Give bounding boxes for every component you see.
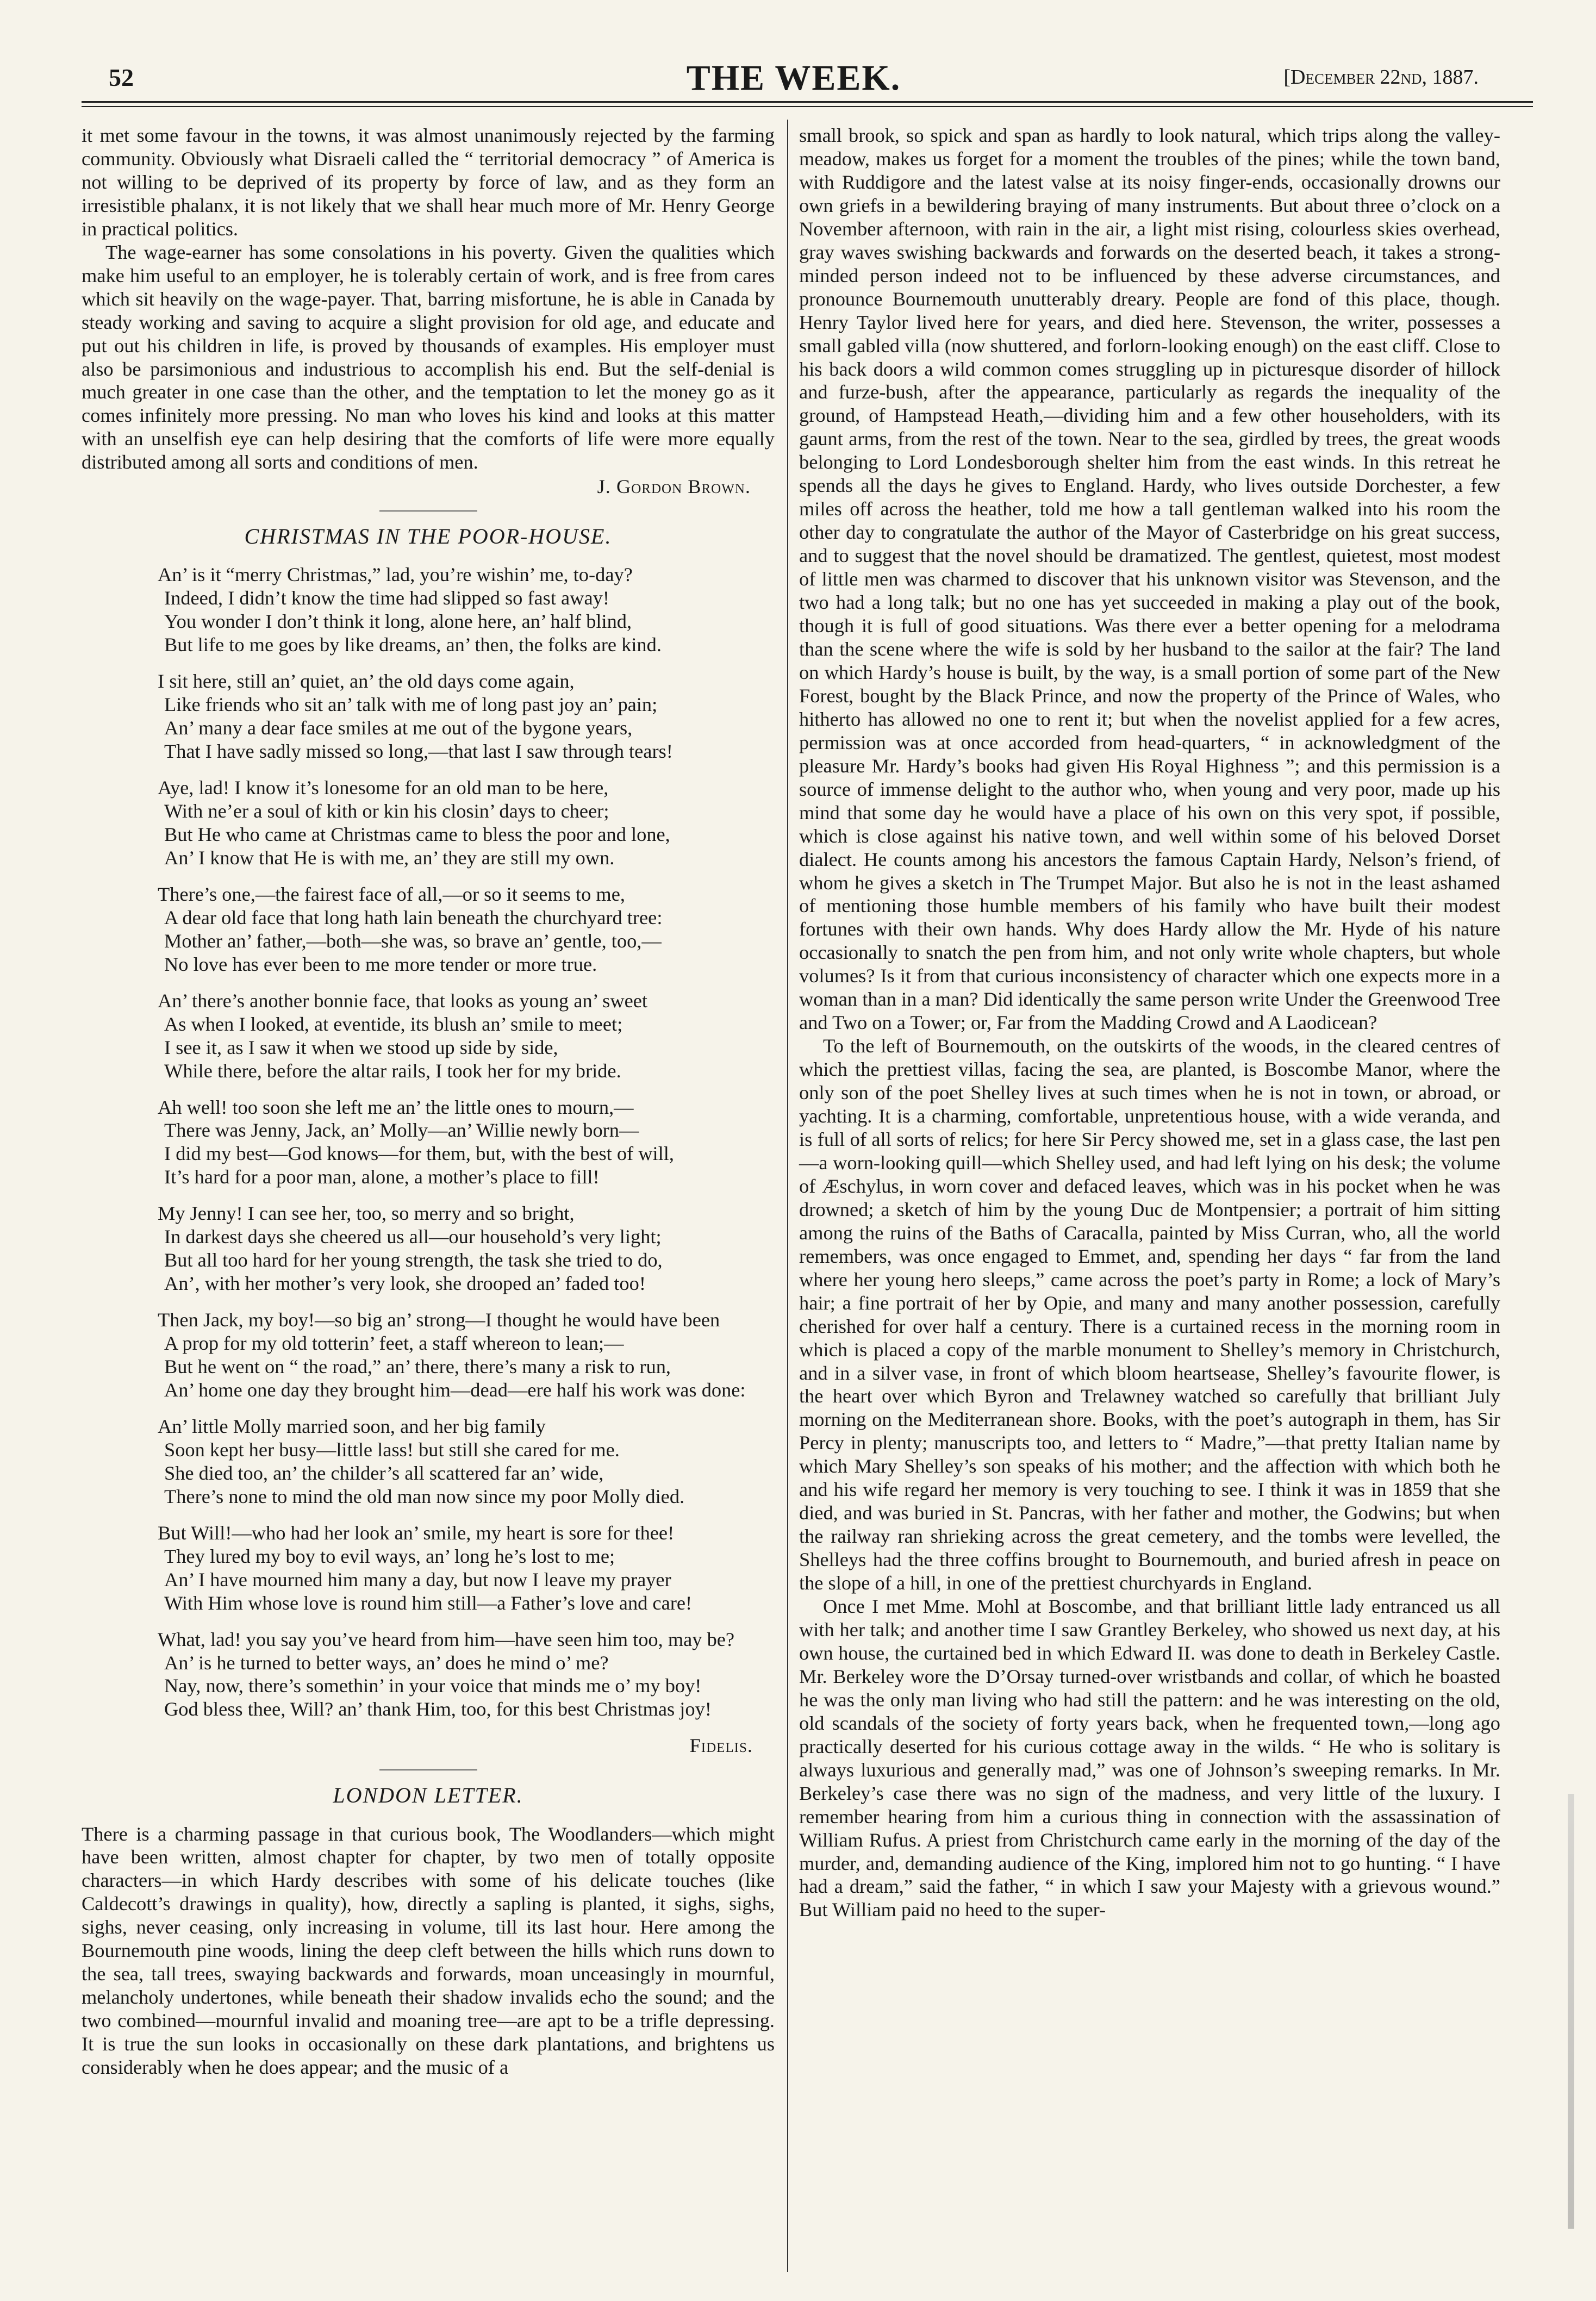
poem-title: CHRISTMAS IN THE POOR-HOUSE. (244, 524, 612, 549)
poem-line: Ah well! too soon she left me an’ the little ones to mourn,— (158, 1096, 634, 1118)
poem-line: An’ is it “merry Christmas,” lad, you’re wishin’ me, to-day? (158, 564, 633, 586)
poem-line: I sit here, still an’ quiet, an’ the old days come again, (158, 670, 575, 693)
poem-stanza (158, 1096, 764, 1189)
poem-stanza (158, 989, 764, 1083)
poem-line: Indeed, I didn’t know the time had slipped so fast away! (164, 587, 609, 609)
header-rule (82, 101, 1533, 107)
poem-line: Aye, lad! I know it’s lonesome for an old man to be here, (158, 777, 609, 799)
poem-line: My Jenny! I can see her, too, so merry and so bright, (158, 1202, 575, 1225)
poem-stanza (158, 883, 764, 976)
poem-line: There’s none to mind the old man now since my poor Molly died. (164, 1485, 685, 1507)
poem-signature: Fidelis. (689, 1735, 753, 1757)
poem-line: An’, with her mother’s very look, she drooped an’ faded too! (164, 1273, 646, 1295)
poem-line: Then Jack, my boy!—so big an’ strong—I thought he would have been (158, 1309, 720, 1331)
poem-stanza (158, 1202, 764, 1295)
poem-line: I see it, as I saw it when we stood up side by side, (164, 1036, 558, 1058)
page-number: 52 (109, 64, 134, 91)
issue-date: [December 22nd, 1887. (1283, 66, 1479, 89)
letter-title: LONDON LETTER. (333, 1783, 523, 1808)
section-separator (379, 510, 477, 512)
letter-paragraph-3: Once I met Mme. Mohl at Boscombe, and that brilliant little lady entranced us all with her talk; and another time I saw Grantley Berkeley, who showed us next day, at his own house, the curtained bed in which Edward II. was done to death in Berkeley Castle. Mr. Berkeley wore the D’Orsay turned-over wristbands and collar, of which he boasted he was the only man living who had still the pattern: and he was interesting on the old, old scandals of the society of forty years back, when he frequented town,—long ago practically deserted for his curious cottage away in the wilds. “ He who is solitary is always luxurious and generally mad,” was one of Johnson’s sweeping remarks. In Mr. Berkeley’s case there was no sign of the madness, and very little of the luxury. I remember hearing from him a curious thing in connection with the assassination of William Rufus. A priest from Christchurch came early in the morning of the day of the murder, and, demanding audience of the King, implored him not to go hunting. “ I have had a dream,” said the father, “ in which I saw your Majesty with a grievous wound.” But William paid no heed to the super- (799, 1595, 1500, 1921)
poem-line: In darkest days she cheered us all—our household’s very light; (164, 1226, 662, 1248)
section-separator (379, 1769, 477, 1770)
poem-line: With ne’er a soul of kith or kin his closin’ days to cheer; (164, 800, 609, 822)
poem-line: They lured my boy to evil ways, an’ long he’s lost to me; (164, 1545, 615, 1567)
poem-line: A prop for my old totterin’ feet, a staff whereon to lean;— (164, 1332, 624, 1355)
poem-line: No love has ever been to me more tender or more true. (164, 953, 597, 975)
poem-line: Nay, now, there’s somethin’ in your voice that minds me o’ my boy! (164, 1675, 702, 1697)
left-column (82, 124, 775, 2079)
intro-paragraph-2: The wage-earner has some consolations in his poverty. Given the qualities which make him useful to an employer, he is tolerably certain of work, and is free from cares which sit heavily on the wage-payer. That, barring misfortune, he is able in Canada by steady working and saving to acquire a slight provision for old age, and educate and put out his children in life, is proved by thousands of examples. His employer must also be parsimonious and industrious to accomplish his end. But the self-denial is much greater in one case than the other, and the temptation to let the money go as it comes infinitely more pressing. No man who loves his kind and looks at this matter with an unselfish eye can help desiring that the comforts of life were more equally distributed among all sorts and conditions of men. (82, 241, 775, 473)
poem-stanza (158, 1521, 764, 1615)
letter-opening-paragraph: There is a charming passage in that curious book, The Woodlanders—which might have been written, almost chapter for chapter, by two men of totally opposite characters—in which Hardy describes with some of his delicate touches (like Caldecott’s drawings in quality), how, directly a sapling is planted, it sighs, sighs, sighs, never ceasing, only increasing in volume, till its last hour. Here among the Bournemouth pine woods, lining the deep cleft between the hills which runs down to the sea, tall trees, swaying backwards and forwards, moan unceasingly in mournful, melancholy undertones, while beneath their shadow invalids echo the sound; and the two combined—mournful invalid and moaning tree—are apt to be a trifle depressing. It is true the sun looks in occasionally on these dark plantations, and brightens us considerably when he does appear; and the music of a (82, 1823, 775, 2079)
poem-line: An’ I know that He is with me, an’ they are still my own. (164, 846, 615, 869)
poem-line: God bless thee, Will? an’ thank Him, too, for this best Christmas joy! (164, 1698, 712, 1720)
poem-line: I did my best—God knows—for them, but, with the best of will, (164, 1143, 674, 1165)
poem-line: Soon kept her busy—little lass! but still she cared for me. (164, 1438, 620, 1461)
poem-line: There was Jenny, Jack, an’ Molly—an’ Willie newly born— (164, 1119, 639, 1142)
poem-line: An’ home one day they brought him—dead—ere half his work was done: (164, 1379, 746, 1401)
poem-line: But he went on “ the road,” an’ there, there’s many a risk to run, (164, 1356, 671, 1378)
poem-line: A dear old face that long hath lain beneath the churchyard tree: (164, 906, 663, 928)
poem (158, 563, 764, 1721)
poem-line: But He who came at Christmas came to bless the poor and lone, (164, 823, 670, 845)
column-divider (787, 120, 788, 2272)
poem-stanza (158, 1308, 764, 1402)
page-header (109, 58, 1479, 107)
poem-stanza (158, 1415, 764, 1508)
poem-line: Like friends who sit an’ talk with me of long past joy an’ pain; (164, 694, 658, 716)
poem-line: An’ is he turned to better ways, an’ does he mind o’ me? (164, 1651, 609, 1674)
poem-line: An’ I have mourned him many a day, but now I leave my prayer (164, 1568, 671, 1591)
poem-line: She died too, an’ the childer’s all scattered far an’ wide, (164, 1462, 604, 1484)
poem-line: While there, before the altar rails, I took her for my bride. (164, 1059, 621, 1082)
poem-line: With Him whose love is round him still—a Father’s love and care! (164, 1592, 693, 1614)
poem-stanza (158, 1628, 764, 1722)
poem-line: What, lad! you say you’ve heard from him—have seen him too, may be? (158, 1628, 735, 1650)
poem-line: It’s hard for a poor man, alone, a mother’s place to fill! (164, 1166, 600, 1188)
poem-line: But all too hard for her young strength, the task she tried to do, (164, 1249, 663, 1271)
poem-line: There’s one,—the fairest face of all,—or so it seems to me, (158, 883, 625, 905)
intro-byline: J. Gordon Brown. (597, 476, 751, 498)
poem-stanza (158, 776, 764, 870)
poem-line: An’ many a dear face smiles at me out of the bygone years, (164, 717, 633, 739)
poem-line: An’ little Molly married soon, and her big family (158, 1415, 546, 1437)
letter-paragraph-2: To the left of Bournemouth, on the outskirts of the woods, in the cleared centres of which the prettiest villas, facing the sea, are planted, is Boscombe Manor, where the only son of the poet Shelley lives at such times when he is not in town, or abroad, or yachting. It is a charming, comfortable, unpretentious house, with a wide veranda, and is full of all sorts of relics; for here Sir Percy showed me, set in a glass case, the last pen—a worn-looking quill—which Shelley used, and had left lying on his desk; the volume of Æschylus, in worn cover and defaced leaves, which was in his pocket when he was drowned; a sketch of him by the young Duc de Montpensier; a portrait of him sitting among the ruins of the Baths of Caracalla, painted by Miss Curran, who, all the world remembers, was once engaged to Emmet, and, spending her days “ far from the land where her young hero sleeps,” came across the poet’s party in Rome; a lock of Mary’s hair; a fine portrait of her by Opie, and many and many another possession, carefully cherished for over half a century. There is a curtained recess in the morning room in which is placed a copy of the marble monument to Shelley’s memory in Christchurch, and in a silver vase, in front of which bloom heartsease, Shelley’s favourite flower, is the heart over which Byron and Trelawney watched so carefully that brilliant July morning on the Mediterranean shore. Books, with the poet’s autograph in them, has Sir Percy in plenty; manuscripts too, and letters to “ Madre,”—that pretty Italian name by which Mary Shelley’s son speaks of his mother; and the affection with which both he and his wife regard her memory is very touching to see. I think it was in 1859 that she died, and was buried in St. Pancras, with her father and mother, the Godwins; but when the railway ran shrieking across the great cemetery, and the tombs were levelled, the Shelleys had the three coffins brought to Bournemouth, and buried afresh in peace on the slope of a hill, in one of the prettiest churchyards in England. (799, 1035, 1500, 1594)
poem-line: You wonder I don’t think it long, alone here, an’ half blind, (164, 610, 632, 633)
letter-paragraph-1: small brook, so spick and span as hardly to look natural, which trips along the valley-meadow, makes us forget for a moment the troubles of the pines; while the town band, with Ruddigore and the latest valse at its noisy finger-ends, occasionally drowns our own griefs in a bewildering braying of many instruments. But about three o’clock on a November afternoon, with rain in the air, a light mist rising, colourless skies overhead, gray waves swishing backwards and forwards on the deserted beach, it takes a strong-minded person indeed not to be influenced by these adverse circumstances, and pronounce Bournemouth unutterably dreary. People are fond of this place, though. Henry Taylor lived here for years, and died here. Stevenson, the writer, possesses a small gabled villa (now shuttered, and forlorn-looking enough) on the east cliff. Close to his back doors a wild common comes struggling up in picturesque disorder of hillock and furze-bush, after the appearance, particularly as regards the inequality of the ground, of Hampstead Heath,—dividing him and a few other householders, with its gaunt arms, from the rest of the town. Near to the sea, girdled by trees, the great woods belonging to Lord Londesborough shelter him from the east winds. In this retreat he spends all the days he gives to England. Hardy, who lives outside Dorchester, a few miles off across the heather, told me how a tall gentleman walked into his room the other day to congratulate the author of the Mayor of Casterbridge on his great success, and to suggest that the novel should be dramatized. The gentlest, quietest, most modest of little men was charmed to discover that his unknown visitor was Stevenson, and the two had a long talk; but no one has yet succeeded in making a play out of the book, though it is full of good situations. Was there ever a better opening for a melodrama than the scene where the wife is sold by her husband to the sailor at the fair? The land on which Hardy’s house is built, by the way, is a small portion of some part of the New Forest, bought by the Black Prince, and now the property of the Prince of Wales, who hitherto has allowed no one to rent it; but when the novelist applied for a few acres, permission was at once accorded from head-quarters, “ in acknowledgment of the pleasure Mr. Hardy’s books had given His Royal Highness ”; and this permission is a source of immense delight to the author who, when young and very poor, made up his mind that some day he would have a place of his own on this very spot, if possible, which is close against his native town, and well within some of his beloved Dorset dialect. He counts among his ancestors the famous Captain Hardy, Nelson’s friend, of whom he gives a sketch in The Trumpet Major. But also he is not in the least ashamed of mentioning those humble members of his family who have built their modest fortunes with their own hands. Why does Hardy allow the Mr. Hyde of his nature occasionally to snatch the pen from him, and not only write whole chapters, but whole volumes? Is it from that curious inconsistency of character which one expects more in a woman than in a man? Did identically the same person write Under the Greenwood Tree and Two on a Tower; or, Far from the Madding Crowd and A Laodicean? (799, 124, 1500, 1034)
right-column (799, 124, 1500, 1922)
page-edge-shadow (1568, 1794, 1574, 2229)
poem-line: But life to me goes by like dreams, an’ then, the folks are kind. (164, 634, 662, 656)
poem-line: An’ there’s another bonnie face, that looks as young an’ sweet (158, 989, 648, 1012)
poem-line: As when I looked, at eventide, its blush an’ smile to meet; (164, 1013, 623, 1035)
poem-line: But Will!—who had her look an’ smile, my heart is sore for thee! (158, 1521, 675, 1544)
poem-line: Mother an’ father,—both—she was, so brave an’ gentle, too,— (164, 930, 662, 952)
poem-line: That I have sadly missed so long,—that last I saw through tears! (164, 740, 673, 763)
masthead: THE WEEK. (686, 58, 901, 98)
poem-stanza (158, 670, 764, 763)
poem-stanza (158, 563, 764, 657)
intro-paragraph-1: it met some favour in the towns, it was almost unanimously rejected by the farming community. Obviously what Disraeli called the “ territorial democracy ” of America is not willing to be deprived of its property by force of law, and as they form an irresistible phalanx, it is not likely that we shall hear much more of Mr. Henry George in practical politics. (82, 124, 775, 240)
